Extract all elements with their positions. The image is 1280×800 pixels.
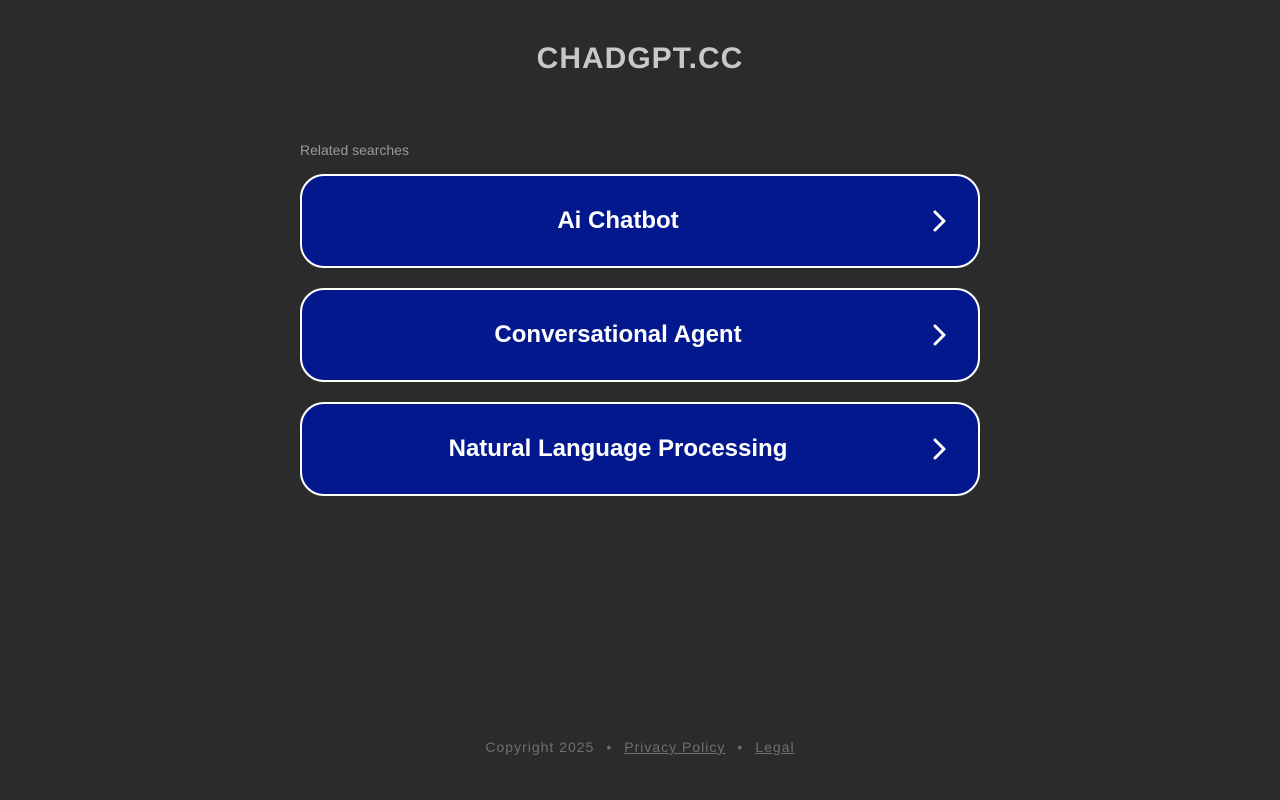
related-searches: [300, 142, 980, 516]
related-searches-heading: Related searches: [300, 142, 409, 158]
footer-separator: •: [606, 739, 613, 755]
search-result-label: Natural Language Processing: [448, 435, 788, 462]
privacy-policy-link[interactable]: Privacy Policy: [624, 739, 726, 755]
chevron-right-icon: [928, 437, 952, 461]
search-result-button-conversational-agent[interactable]: [300, 288, 980, 382]
footer: [0, 739, 1280, 755]
search-result-button-natural-language-processing[interactable]: [300, 402, 980, 496]
legal-link[interactable]: Legal: [755, 739, 795, 755]
chevron-right-icon: [928, 209, 952, 233]
chevron-right-icon: [928, 323, 952, 347]
search-result-label: Ai Chatbot: [557, 207, 679, 234]
search-result-label: Conversational Agent: [494, 321, 742, 348]
copyright-text: Copyright 2025: [485, 739, 595, 755]
footer-separator: •: [737, 739, 744, 755]
search-result-button-ai-chatbot[interactable]: [300, 174, 980, 268]
site-title: CHADGPT.CC: [536, 42, 744, 75]
